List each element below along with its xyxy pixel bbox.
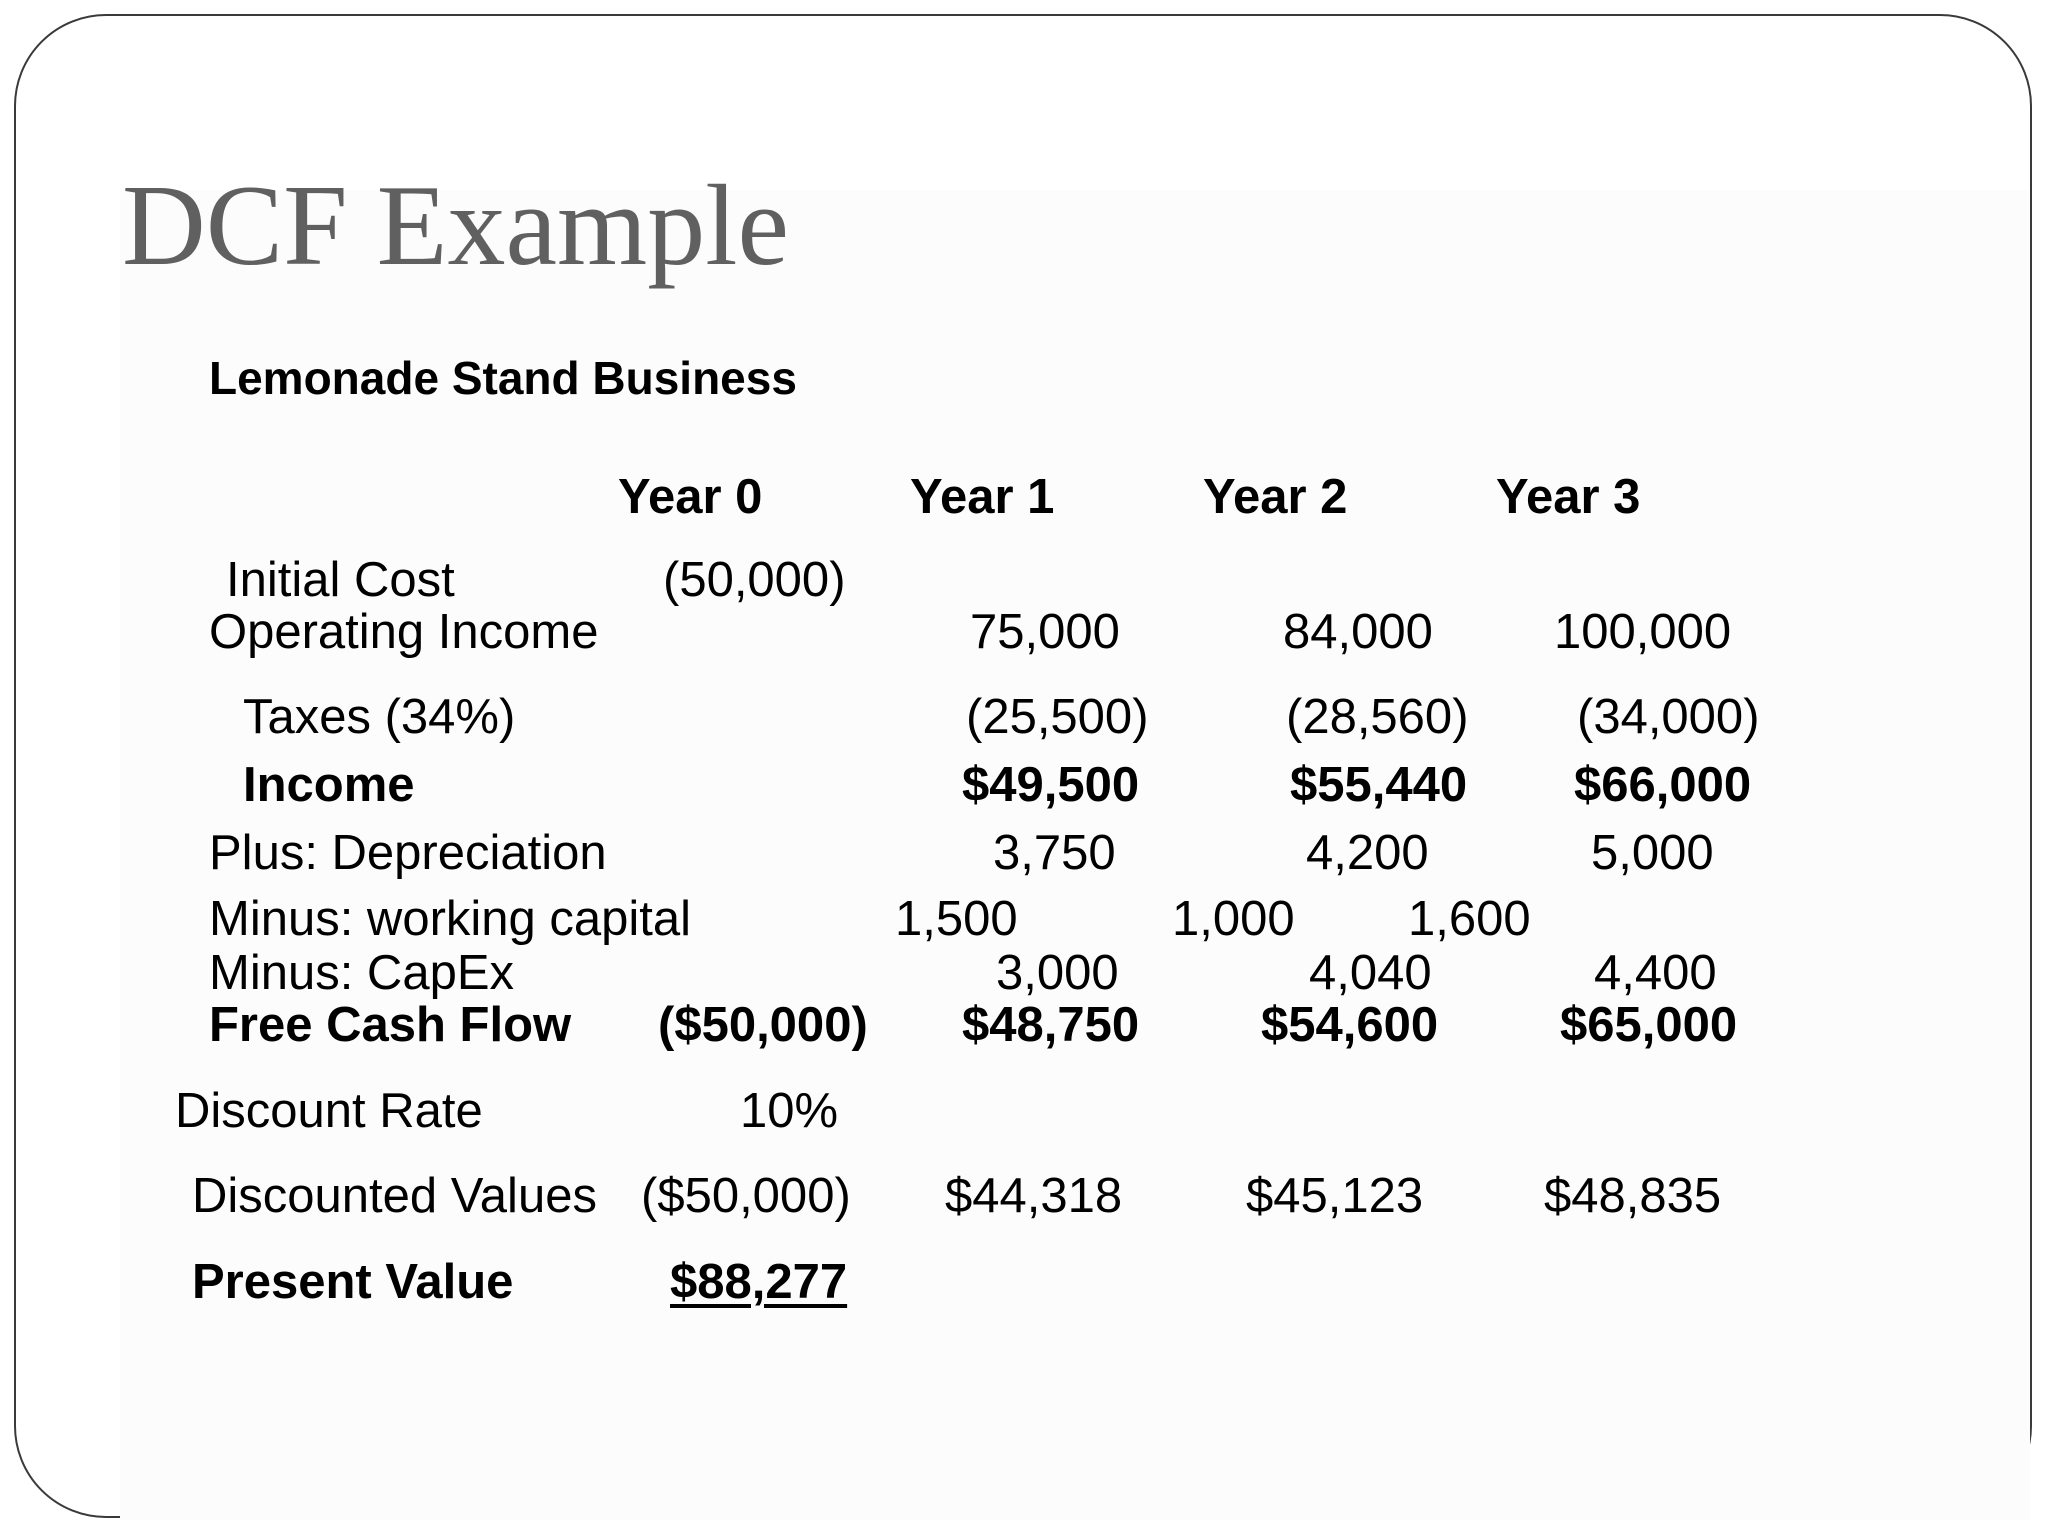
operating-income-year-2: 84,000 [1283, 605, 1433, 659]
working-capital-year-1: 1,500 [895, 892, 1018, 946]
working-capital-year-3: 1,600 [1408, 892, 1531, 946]
free-cash-flow-year-2: $54,600 [1261, 998, 1439, 1052]
discounted-values-year-2: $45,123 [1246, 1169, 1424, 1223]
taxes-year-3: (34,000) [1577, 690, 1760, 744]
taxes-year-2: (28,560) [1286, 690, 1469, 744]
capex-year-3: 4,400 [1594, 946, 1717, 1000]
depreciation-year-3: 5,000 [1591, 826, 1714, 880]
initial-cost-year-0: (50,000) [663, 553, 846, 607]
depreciation-label: Plus: Depreciation [209, 826, 607, 880]
column-header-year-1: Year 1 [910, 470, 1055, 524]
depreciation-year-2: 4,200 [1306, 826, 1429, 880]
column-header-year-2: Year 2 [1203, 470, 1348, 524]
working-capital-year-2: 1,000 [1172, 892, 1295, 946]
operating-income-year-1: 75,000 [970, 605, 1120, 659]
free-cash-flow-year-3: $65,000 [1560, 998, 1738, 1052]
taxes-year-1: (25,500) [966, 690, 1149, 744]
discount-rate-label: Discount Rate [175, 1084, 483, 1138]
working-capital-label: Minus: working capital [209, 892, 692, 946]
discounted-values-year-1: $44,318 [945, 1169, 1123, 1223]
capex-year-1: 3,000 [996, 946, 1119, 1000]
free-cash-flow-year-1: $48,750 [962, 998, 1140, 1052]
free-cash-flow-year-0: ($50,000) [658, 998, 868, 1052]
initial-cost-label: Initial Cost [226, 553, 455, 607]
capex-year-2: 4,040 [1309, 946, 1432, 1000]
column-header-year-3: Year 3 [1496, 470, 1641, 524]
free-cash-flow-label: Free Cash Flow [209, 998, 572, 1052]
income-year-2: $55,440 [1290, 758, 1468, 812]
discounted-values-year-3: $48,835 [1544, 1169, 1722, 1223]
slide-title: DCF Example [122, 162, 789, 290]
operating-income-label: Operating Income [209, 605, 599, 659]
table-subtitle: Lemonade Stand Business [209, 352, 797, 404]
depreciation-year-1: 3,750 [993, 826, 1116, 880]
discounted-values-label: Discounted Values [192, 1169, 597, 1223]
column-header-year-0: Year 0 [618, 470, 763, 524]
present-value-label: Present Value [192, 1255, 514, 1309]
present-value-amount: $88,277 [670, 1255, 848, 1309]
income-label: Income [243, 758, 415, 812]
income-year-3: $66,000 [1574, 758, 1752, 812]
operating-income-year-3: 100,000 [1554, 605, 1732, 659]
discount-rate-value: 10% [740, 1084, 839, 1138]
capex-label: Minus: CapEx [209, 946, 515, 1000]
income-year-1: $49,500 [962, 758, 1140, 812]
taxes-label: Taxes (34%) [243, 690, 516, 744]
discounted-values-year-0: ($50,000) [641, 1169, 851, 1223]
